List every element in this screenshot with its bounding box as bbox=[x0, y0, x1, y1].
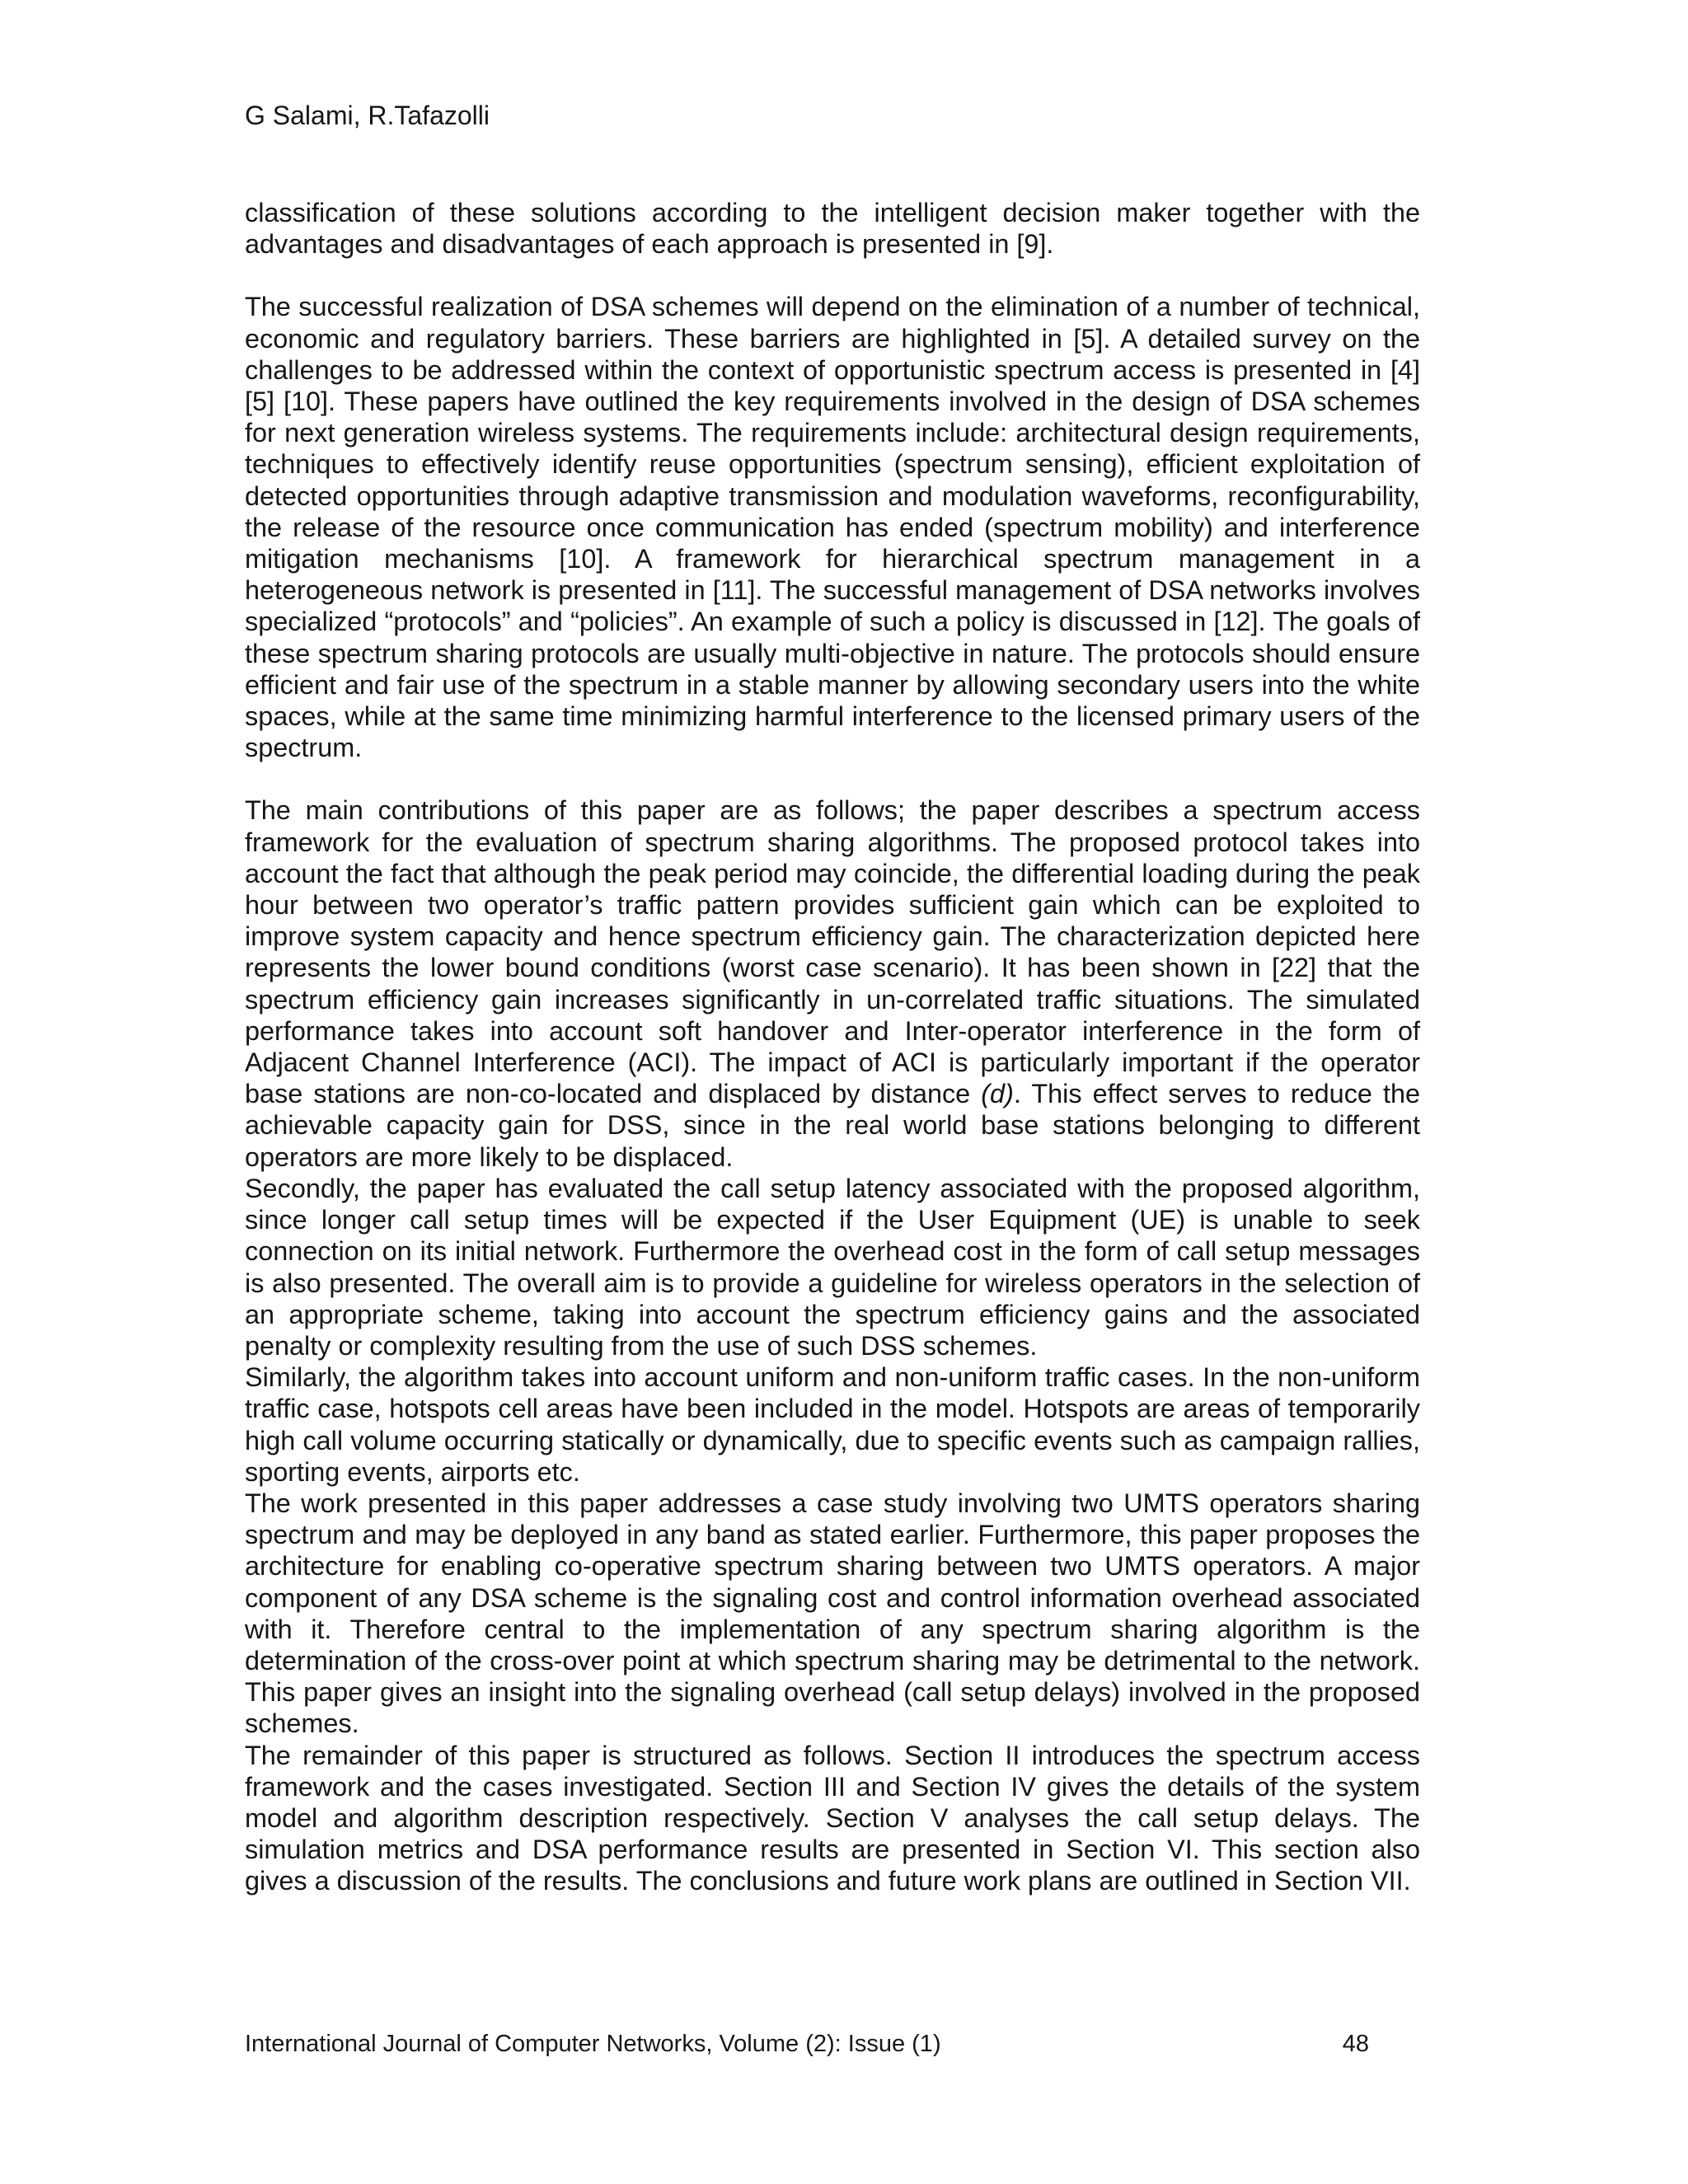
running-header-authors: G Salami, R.Tafazolli bbox=[245, 101, 490, 130]
paragraph-call-setup-latency: Secondly, the paper has evaluated the call setup latency associated with the proposed algorithm, since longer call setup times will be expected if the User Equipment (UE) is unable to seek connection on its initial network. Furthermore the overhead cost in the form of call setup messages is also presented. The overall aim is to provide a guideline for wireless operators in the selection of an appropriate scheme, taking into account the spectrum efficiency gains and the associated penalty or complexity resulting from the use of such DSS schemes. bbox=[245, 1173, 1420, 1361]
paragraph-main-contributions-text: The main contributions of this paper are as follows; the paper describes a spectrum access framework for the evaluation of spectrum sharing algorithms. The proposed protocol takes into account the fact that although the peak period may coincide, the differential loading during the peak hour between two operator’s traffic pattern provides sufficient gain which can be exploited to improve system capacity and hence spectrum efficiency gain. The characterization depicted here represents the lower bound conditions (worst case scenario). It has been shown in [22] that the spectrum efficiency gain increases significantly in un-correlated traffic situations. The simulated performance takes into account soft handover and Inter-operator interference in the form of Adjacent Channel Interference (ACI). The impact of ACI is particularly important if the operator base stations are non-co-located and displaced by distance bbox=[245, 795, 1420, 1109]
footer-journal-citation: International Journal of Computer Networks, Volume (2): Issue (1) bbox=[245, 2031, 941, 2057]
paragraph-paper-structure: The remainder of this paper is structured as follows. Section II introduces the spectrum access framework and the cases investigated. Section III and Section IV gives the details of the system model and algorithm description respectively. Section V analyses the call setup delays. The simulation metrics and DSA performance results are presented in Section VI. This section also gives a discussion of the results. The conclusions and future work plans are outlined in Section VII. bbox=[245, 1740, 1420, 1896]
paragraph-classification-summary: classification of these solutions according to the intelligent decision maker together with the advantages and disadvantages of each approach is presented in [9]. bbox=[245, 198, 1420, 260]
page-number: 48 bbox=[1342, 2031, 1369, 2057]
distance-variable: (d) bbox=[981, 1079, 1014, 1109]
paragraph-traffic-cases: Similarly, the algorithm takes into account uniform and non-uniform traffic cases. In the non-uniform traffic case, hotspots cell areas have been included in the model. Hotspots are areas of temporarily high call volume occurring statically or dynamically, due to specific events such as campaign rallies, sporting events, airports etc. bbox=[245, 1362, 1420, 1487]
paragraph-umts-case-study: The work presented in this paper addresses a case study involving two UMTS operators sharing spectrum and may be deployed in any band as stated earlier. Furthermore, this paper proposes the architecture for enabling co-operative spectrum sharing between two UMTS operators. A major component of any DSA scheme is the signaling cost and control information overhead associated with it. Therefore central to the implementation of any spectrum sharing algorithm is the determination of the cross-over point at which spectrum sharing may be detrimental to the network. This paper gives an insight into the signaling overhead (call setup delays) involved in the proposed schemes. bbox=[245, 1488, 1420, 1739]
body-text bbox=[245, 197, 1420, 1897]
paragraph-main-contributions bbox=[245, 794, 1420, 1172]
paragraph-main-contributions-tail: . This effect serves to reduce the achievable capacity gain for DSS, since in the real world base stations belonging to different operators are more likely to be displaced. bbox=[245, 1079, 1420, 1172]
paragraph-dsa-barriers: The successful realization of DSA schemes will depend on the elimination of a number of technical, economic and regulatory barriers. These barriers are highlighted in [5]. A detailed survey on the challenges to be addressed within the context of opportunistic spectrum access is presented in [4] [5] [10]. These papers have outlined the key requirements involved in the design of DSA schemes for next generation wireless systems. The requirements include: architectural design requirements, techniques to effectively identify reuse opportunities (spectrum sensing), efficient exploitation of detected opportunities through adaptive transmission and modulation waveforms, reconfigurability, the release of the resource once communication has ended (spectrum mobility) and interference mitigation mechanisms [10]. A framework for hierarchical spectrum management in a heterogeneous network is presented in [11]. The successful management of DSA networks involves specialized “protocols” and “policies”. An example of such a policy is discussed in [12]. The goals of these spectrum sharing protocols are usually multi-objective in nature. The protocols should ensure efficient and fair use of the spectrum in a stable manner by allowing secondary users into the white spaces, while at the same time minimizing harmful interference to the licensed primary users of the spectrum. bbox=[245, 292, 1420, 763]
